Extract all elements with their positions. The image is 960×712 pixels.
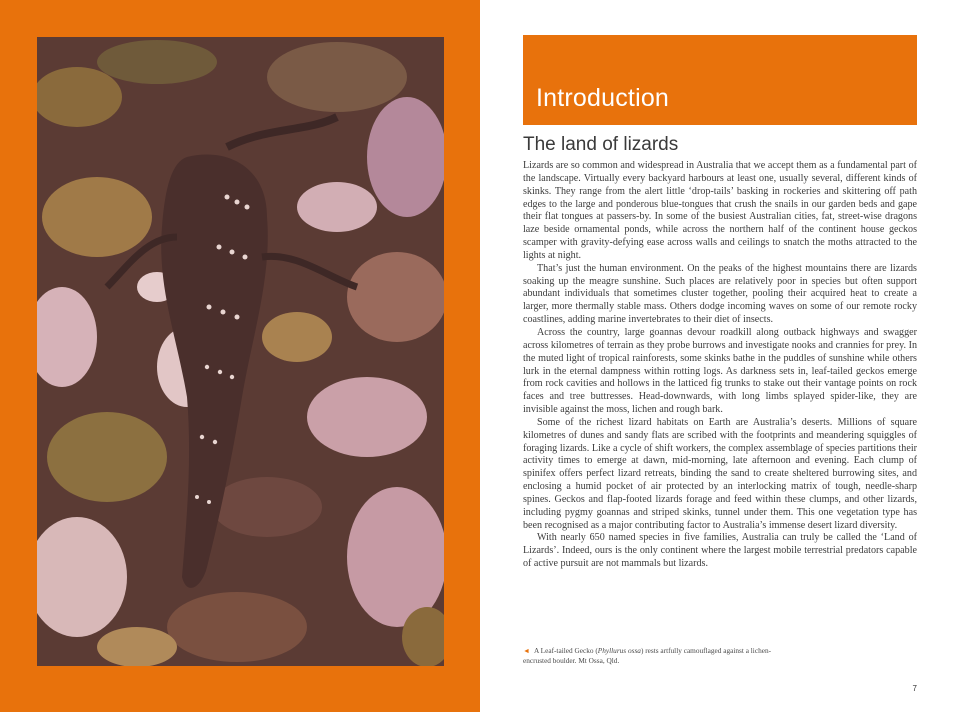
paragraph-5: With nearly 650 named species in five families, Australia can truly be called the ‘Land of Lizards’. Indeed, ours is the only continent where the largest mobile terrestrial predators capable of active pursuit are not mammals but lizards. <box>523 532 917 570</box>
chapter-title: Introduction <box>536 84 670 112</box>
caption-suffix: ) rests artfully camouflaged against a lichen-encrusted boulder. Mt Ossa, Qld. <box>523 646 772 665</box>
paragraph-2: That’s just the human environment. On the peaks of the highest mountains there are lizards soaking up the meagre sunshine. Such places are relatively poor in species but often support abundant individuals that sometimes cluster together, pooling their acquired heat to create a larger, more thermally stable mass. Others dodge incoming waves on some of our remote rocky coastlines, adding marine invertebrates to their diet of insects. <box>523 262 917 326</box>
paragraph-1: Lizards are so common and widespread in Australia that we accept them as a fundamental part of the landscape. Virtually every backyard harbours at least one, usually several, different kinds of skinks. They range from the alert little ‘drop-tails’ basking in rockeries and skittering off path edges to the large and ponderous blue-tongues that crush the snails in our garden beds and gape their flat tongues at passers-by. In some of the busiest Australian cities, fat, street-wise dragons laze beside ornamental ponds, while across the northern half of the continent house geckos scamper with gravity-defying ease across walls and ceilings to snatch the moths attracted to the lights at night. <box>523 160 917 261</box>
right-page <box>480 0 960 712</box>
photo-caption <box>523 646 783 666</box>
left-arrow-icon: ◄ <box>523 647 530 655</box>
body-text <box>523 160 917 571</box>
lichen-gecko-illustration <box>37 37 444 666</box>
gecko-photo <box>37 37 444 666</box>
caption-species: Phyllurus ossa <box>597 646 641 655</box>
chapter-banner <box>523 35 917 125</box>
paragraph-3: Across the country, large goannas devour roadkill along outback highways and swagger across kilometres of terrain as they probe burrows and investigate nooks and crannies for prey. In the muted light of tropical rainforests, some skinks bathe in the puddles of sunshine while others lurk in the eternal dampness within rotting logs. As darkness sets in, leaf-tailed geckos emerge from rock cavities and hollows in the latticed fig trunks to stake out their vantage points on rock faces and tree buttresses. Head-downwards, with long limbs splayed spider-like, they are invisible against the moss, lichen and rough bark. <box>523 326 917 416</box>
page-number: 7 <box>912 684 917 693</box>
caption-prefix: A Leaf-tailed Gecko ( <box>533 646 598 655</box>
paragraph-4: Some of the richest lizard habitats on Earth are Australia’s deserts. Millions of square kilometres of dunes and sandy flats are scribed with the footprints and meandering squiggles of foraging lizards. Like a cycle of shift workers, the complex assemblage of species partitions their activity times to emerge at dawn, mid-morning, late afternoon and evening. Each clump of spinifex offers perfect lizard retreats, binding the sand to create sheltered burrowing sites, and enclosing a humid pocket of air protected by an interlocking matrix of tough, needle-sharp spines. Geckos and flap-footed lizards forage and feed within these clumps, and other lizards, including pygmy goannas and striped skinks, tunnel under them. This one vegetation type has been recognised as a major contributing factor to Australia’s immense desert lizard diversity. <box>523 416 917 531</box>
section-heading: The land of lizards <box>523 134 679 155</box>
